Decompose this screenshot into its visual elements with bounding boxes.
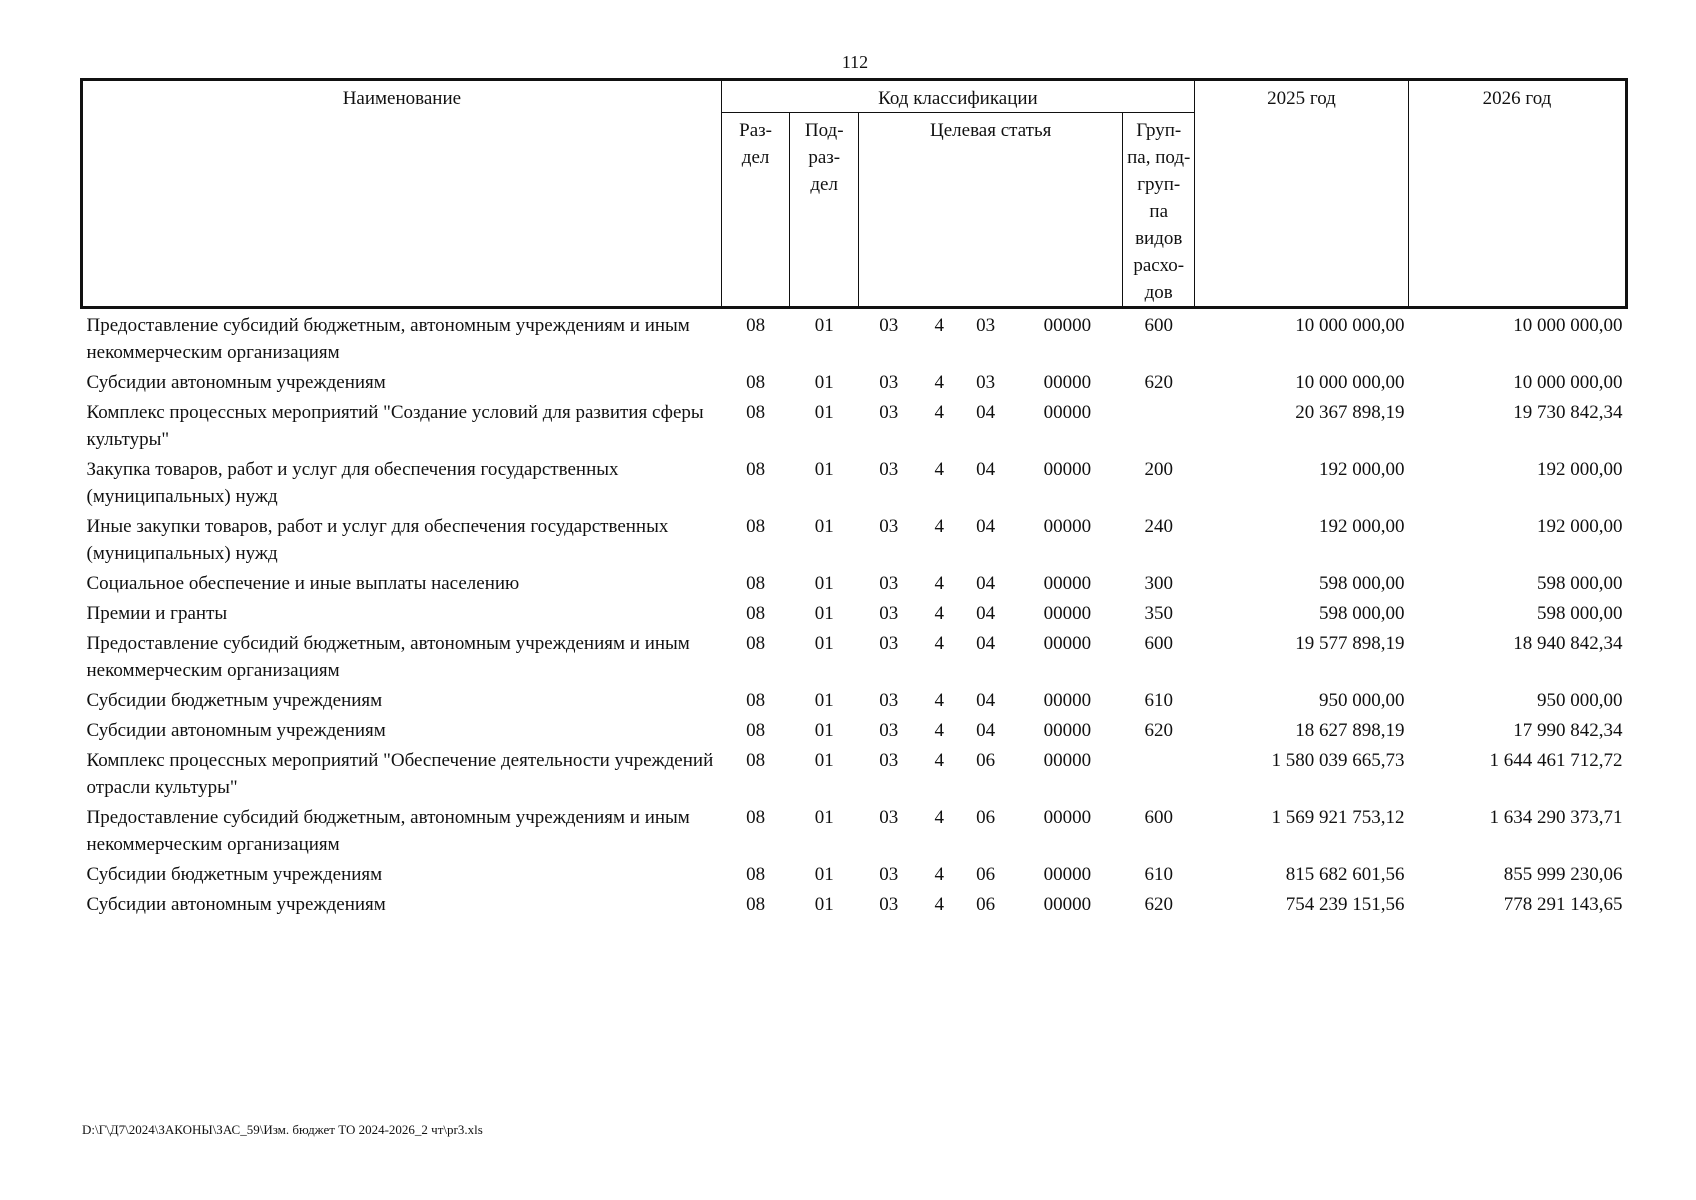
expense-group-cell [1123, 396, 1195, 453]
section-cell: 08 [746, 402, 766, 423]
target-direction-cell: 00000 [1043, 603, 1092, 624]
amount-2025-cell: 1 580 039 665,73 [1271, 750, 1405, 771]
row-name-cell: Премии и гранты [86, 603, 228, 624]
header-target-article: Целевая статья [859, 113, 1123, 308]
subsection-cell: 01 [814, 315, 834, 336]
target-direction-cell: 00000 [1043, 894, 1092, 915]
section-cell: 08 [746, 315, 766, 336]
header-expense-group: Груп- па, под- груп- па видов расхо- дов [1123, 113, 1195, 308]
section-cell: 08 [746, 372, 766, 393]
expense-group-cell: 610 [1144, 690, 1173, 711]
subsection-cell: 01 [814, 633, 834, 654]
target-direction-cell: 00000 [1043, 459, 1092, 480]
target-complex-cell: 03 [976, 315, 996, 336]
header-year-2025: 2025 год [1195, 80, 1409, 308]
amount-2026-cell: 17 990 842,34 [1513, 720, 1623, 741]
target-type-cell: 4 [934, 372, 944, 393]
target-complex-cell: 06 [976, 807, 996, 828]
amount-2026-cell: 778 291 143,65 [1503, 894, 1623, 915]
section-cell: 08 [746, 864, 766, 885]
table-header [82, 80, 1627, 308]
target-direction-cell: 00000 [1043, 750, 1092, 771]
target-program-cell: 03 [879, 516, 899, 537]
table-row [82, 366, 1627, 396]
row-name-cell: Комплекс процессных мероприятий "Создание условий для развития сферы культуры" [86, 402, 704, 450]
row-name-cell: Субсидии автономным учреждениям [86, 894, 386, 915]
target-direction-cell: 00000 [1043, 807, 1092, 828]
subsection-cell: 01 [814, 459, 834, 480]
target-direction-cell: 00000 [1043, 720, 1092, 741]
target-program-cell: 03 [879, 807, 899, 828]
target-type-cell: 4 [934, 402, 944, 423]
table-row [82, 510, 1627, 567]
amount-2025-cell: 18 627 898,19 [1295, 720, 1405, 741]
amount-2025-cell: 192 000,00 [1318, 459, 1405, 480]
target-complex-cell: 04 [976, 516, 996, 537]
amount-2026-cell: 18 940 842,34 [1513, 633, 1623, 654]
amount-2025-cell: 10 000 000,00 [1295, 315, 1405, 336]
row-name-cell: Предоставление субсидий бюджетным, автономным учреждениям и иным некоммерческим организациям [86, 633, 690, 681]
amount-2025-cell: 20 367 898,19 [1295, 402, 1405, 423]
target-type-cell: 4 [934, 690, 944, 711]
section-cell: 08 [746, 459, 766, 480]
amount-2026-cell: 192 000,00 [1537, 459, 1623, 480]
budget-sheet [80, 78, 1628, 918]
row-name-cell: Субсидии бюджетным учреждениям [86, 864, 383, 885]
target-type-cell: 4 [934, 633, 944, 654]
table-row [82, 684, 1627, 714]
target-program-cell: 03 [879, 459, 899, 480]
table-row [82, 396, 1627, 453]
target-direction-cell: 00000 [1043, 402, 1092, 423]
table-row [82, 714, 1627, 744]
amount-2026-cell: 950 000,00 [1537, 690, 1623, 711]
row-name-cell: Предоставление субсидий бюджетным, автономным учреждениям и иным некоммерческим организациям [86, 315, 690, 363]
target-direction-cell: 00000 [1043, 315, 1092, 336]
section-cell: 08 [746, 690, 766, 711]
target-program-cell: 03 [879, 690, 899, 711]
row-name-cell: Комплекс процессных мероприятий "Обеспечение деятельности учреждений отрасли культуры" [86, 750, 714, 798]
table-body [82, 308, 1627, 919]
table-row [82, 744, 1627, 801]
section-cell: 08 [746, 894, 766, 915]
target-complex-cell: 04 [976, 459, 996, 480]
amount-2025-cell: 815 682 601,56 [1285, 864, 1405, 885]
section-cell: 08 [746, 750, 766, 771]
target-complex-cell: 04 [976, 603, 996, 624]
expense-group-cell: 600 [1144, 633, 1173, 654]
amount-2025-cell: 598 000,00 [1318, 603, 1405, 624]
amount-2026-cell: 1 644 461 712,72 [1489, 750, 1623, 771]
expense-group-cell: 620 [1144, 372, 1173, 393]
subsection-cell: 01 [814, 864, 834, 885]
subsection-cell: 01 [814, 894, 834, 915]
expense-group-cell: 300 [1144, 573, 1173, 594]
target-program-cell: 03 [879, 720, 899, 741]
target-type-cell: 4 [934, 315, 944, 336]
budget-table [80, 78, 1628, 918]
header-name: Наименование [82, 80, 722, 308]
amount-2026-cell: 855 999 230,06 [1503, 864, 1623, 885]
target-type-cell: 4 [934, 807, 944, 828]
target-complex-cell: 04 [976, 573, 996, 594]
target-complex-cell: 06 [976, 894, 996, 915]
table-row [82, 858, 1627, 888]
target-complex-cell: 04 [976, 690, 996, 711]
page-number: 112 [841, 52, 869, 72]
expense-group-cell: 200 [1144, 459, 1173, 480]
target-direction-cell: 00000 [1043, 690, 1092, 711]
amount-2025-cell: 598 000,00 [1318, 573, 1405, 594]
table-row [82, 308, 1627, 367]
row-name-cell: Социальное обеспечение и иные выплаты населению [86, 573, 520, 594]
expense-group-cell: 600 [1144, 315, 1173, 336]
subsection-cell: 01 [814, 402, 834, 423]
header-classification-code: Код классификации [721, 80, 1194, 113]
target-complex-cell: 03 [976, 372, 996, 393]
target-type-cell: 4 [934, 516, 944, 537]
amount-2025-cell: 1 569 921 753,12 [1271, 807, 1405, 828]
amount-2026-cell: 598 000,00 [1537, 603, 1623, 624]
target-type-cell: 4 [934, 894, 944, 915]
expense-group-cell [1123, 744, 1195, 801]
section-cell: 08 [746, 807, 766, 828]
expense-group-cell: 620 [1144, 894, 1173, 915]
target-type-cell: 4 [934, 459, 944, 480]
amount-2025-cell: 19 577 898,19 [1295, 633, 1405, 654]
amount-2026-cell: 10 000 000,00 [1513, 372, 1623, 393]
header-subsection: Под- раз- дел [790, 113, 859, 308]
expense-group-cell: 600 [1144, 807, 1173, 828]
expense-group-cell: 610 [1144, 864, 1173, 885]
target-complex-cell: 06 [976, 750, 996, 771]
target-direction-cell: 00000 [1043, 633, 1092, 654]
amount-2026-cell: 1 634 290 373,71 [1489, 807, 1623, 828]
row-name-cell: Субсидии автономным учреждениям [86, 372, 386, 393]
target-program-cell: 03 [879, 864, 899, 885]
amount-2026-cell: 10 000 000,00 [1513, 315, 1623, 336]
amount-2025-cell: 754 239 151,56 [1285, 894, 1405, 915]
expense-group-cell: 350 [1144, 603, 1173, 624]
target-type-cell: 4 [934, 720, 944, 741]
section-cell: 08 [746, 603, 766, 624]
target-program-cell: 03 [879, 750, 899, 771]
target-complex-cell: 06 [976, 864, 996, 885]
row-name-cell: Субсидии автономным учреждениям [86, 720, 386, 741]
target-type-cell: 4 [934, 573, 944, 594]
row-name-cell: Закупка товаров, работ и услуг для обеспечения государственных (муниципальных) нужд [86, 459, 619, 507]
target-type-cell: 4 [934, 750, 944, 771]
header-section: Раз- дел [721, 113, 790, 308]
expense-group-cell: 240 [1144, 516, 1173, 537]
amount-2025-cell: 10 000 000,00 [1295, 372, 1405, 393]
table-row [82, 567, 1627, 597]
table-row [82, 627, 1627, 684]
target-direction-cell: 00000 [1043, 864, 1092, 885]
row-name-cell: Предоставление субсидий бюджетным, автономным учреждениям и иным некоммерческим организациям [86, 807, 690, 855]
amount-2026-cell: 598 000,00 [1537, 573, 1623, 594]
section-cell: 08 [746, 633, 766, 654]
target-type-cell: 4 [934, 864, 944, 885]
target-program-cell: 03 [879, 633, 899, 654]
table-row [82, 453, 1627, 510]
target-program-cell: 03 [879, 894, 899, 915]
subsection-cell: 01 [814, 720, 834, 741]
subsection-cell: 01 [814, 750, 834, 771]
table-row [82, 597, 1627, 627]
target-program-cell: 03 [879, 372, 899, 393]
row-name-cell: Иные закупки товаров, работ и услуг для обеспечения государственных (муниципальных) нужд [86, 516, 669, 564]
header-year-2026: 2026 год [1408, 80, 1626, 308]
target-type-cell: 4 [934, 603, 944, 624]
section-cell: 08 [746, 516, 766, 537]
section-cell: 08 [746, 573, 766, 594]
target-program-cell: 03 [879, 603, 899, 624]
amount-2026-cell: 192 000,00 [1537, 516, 1623, 537]
target-program-cell: 03 [879, 573, 899, 594]
subsection-cell: 01 [814, 573, 834, 594]
target-complex-cell: 04 [976, 402, 996, 423]
amount-2025-cell: 192 000,00 [1318, 516, 1405, 537]
subsection-cell: 01 [814, 516, 834, 537]
amount-2025-cell: 950 000,00 [1318, 690, 1405, 711]
section-cell: 08 [746, 720, 766, 741]
target-direction-cell: 00000 [1043, 516, 1092, 537]
table-row [82, 888, 1627, 918]
row-name-cell: Субсидии бюджетным учреждениям [86, 690, 383, 711]
amount-2026-cell: 19 730 842,34 [1513, 402, 1623, 423]
target-direction-cell: 00000 [1043, 372, 1092, 393]
target-program-cell: 03 [879, 402, 899, 423]
subsection-cell: 01 [814, 603, 834, 624]
target-complex-cell: 04 [976, 633, 996, 654]
subsection-cell: 01 [814, 372, 834, 393]
table-row [82, 801, 1627, 858]
target-complex-cell: 04 [976, 720, 996, 741]
file-path-footer: D:\Г\Д7\2024\ЗАКОНЫ\ЗАС_59\Изм. бюджет ТО 2024-2026_2 чт\pr3.xls [82, 1122, 483, 1137]
subsection-cell: 01 [814, 690, 834, 711]
subsection-cell: 01 [814, 807, 834, 828]
target-direction-cell: 00000 [1043, 573, 1092, 594]
expense-group-cell: 620 [1144, 720, 1173, 741]
target-program-cell: 03 [879, 315, 899, 336]
